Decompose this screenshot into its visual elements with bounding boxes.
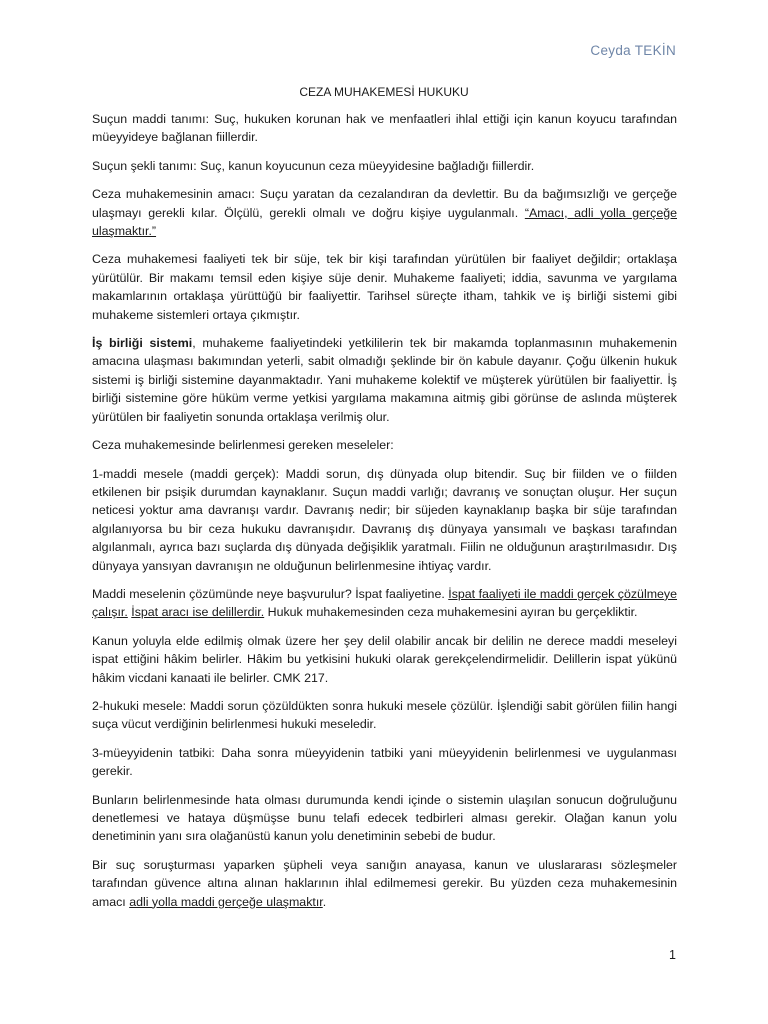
paragraph	[92, 697, 677, 734]
paragraph	[92, 436, 677, 454]
text-run: , muhakeme faaliyetindeki yetkililerin tek bir makamda toplanmasının muhakemenin amacına ulaşması bakımından yeterli, sabit olmadığı şeklinde bir ön kabule dayanır. Çoğu ülkenin hukuk sistemi iş birliği sistemine dayanmaktadır. Yani muhakeme kolektif ve müşterek yürütülen bir faaliyettir. İş birliği sistemine göre hüküm verme yetkisi yargılama makamına aitmiş gibi görünse de aslında müşterek yürütülen bir faaliyetin sonunda ortaklaşa verilmiş olur.	[92, 336, 677, 424]
text-run: 3-müeyyidenin tatbiki: Daha sonra müeyyidenin tatbiki yani müeyyidenin belirlenmesi ve uygulanması gerekir.	[92, 745, 677, 779]
page-number: 1	[669, 948, 676, 962]
text-run: Bunların belirlenmesinde hata olması durumunda kendi içinde o sistemin ulaşılan sonucun doğruluğunu denetlemesi ve hataya düşmüşse bunu telafi edecek tedbirleri alması gerekir. Olağan kanun yolu denetiminin yanı sıra olağanüstü kanun yolu denetiminin sebebi de budur.	[92, 792, 677, 844]
paragraph	[92, 632, 677, 687]
paragraph	[92, 744, 677, 781]
paragraph	[92, 110, 677, 147]
bold-text: İş birliği sistemi	[92, 336, 193, 351]
paragraph	[92, 465, 677, 575]
text-run: 2-hukuki mesele: Maddi sorun çözüldükten sonra hukuki mesele çözülür. İşlendiği sabit görülen fiilin hangi suça vücut verdiğinin belirlenmesi hukuki meseledir.	[92, 698, 677, 732]
text-run: Ceza muhakemesi faaliyeti tek bir süje, tek bir kişi tarafından yürütülen bir faaliyet değildir; ortaklaşa yürütülür. Bir makamı temsil eden kişiye süje denir. Muhakeme faaliyeti; iddia, savunma ve yargılama makamlarının ortaklaşa yürüttüğü bir faaliyettir. Tarihsel süreçte itham, tahkik ve iş birliği sistemi gibi muhakeme sistemleri ortaya çıkmıştır.	[92, 252, 677, 322]
paragraph	[92, 585, 677, 622]
document-body	[92, 110, 677, 921]
paragraph	[92, 856, 677, 911]
underlined-text: adli yolla maddi gerçeğe ulaşmaktır	[129, 894, 323, 909]
text-run: Maddi meselenin çözümünde neye başvurulur? İspat faaliyetine.	[92, 586, 449, 601]
text-run: Bir suç soruşturması yaparken şüpheli veya sanığın anayasa, kanun ve uluslararası sözleşmeler tarafından güvence altına alınan haklarının ihlal edilmemesi gerekir. Bu yüzden ceza muhakemesinin amacı	[92, 857, 677, 909]
text-run: 1-maddi mesele (maddi gerçek): Maddi sorun, dış dünyada olup bitendir. Suç bir fiilden ve o fiilden etkilenen bir psişik durumdan kaynaklanır. Suçun maddi varlığı; davranış ve sonuçtan oluşur. Her suçun neticesi yoktur ama davranışı vardır. Davranış nedir; bir süjeden kaynaklanıp başka bir süje tarafından algılanıyorsa bu bir ceza hukuku davranışıdır. Davranış dış dünyaya yansımalı ve başkası tarafından algılanmalı, ayrıca bazı suçlarda dış dünyada değişiklik yaratmalı. Fiilin ne olduğunun araştırılmasıdır. Dış dünyaya yansıyan davranışın ne olduğunun belirlenmesine ihtiyaç vardır.	[92, 466, 677, 573]
text-run: Suçun şekli tanımı: Suç, kanun koyucunun ceza müeyyidesine bağladığı fiillerdir.	[92, 158, 535, 173]
text-run: Kanun yoluyla elde edilmiş olmak üzere her şey delil olabilir ancak bir delilin ne derece maddi meseleyi ispat ettiğini hâkim belirler. Hâkim bu yetkisini hukuki olarak gerekçelendirmelidir. Delillerin ispat yükünü hâkim vicdani kanaati ile belirler. CMK 217.	[92, 633, 677, 685]
paragraph	[92, 157, 677, 175]
paragraph	[92, 334, 677, 426]
document-title: CEZA MUHAKEMESİ HUKUKU	[299, 85, 469, 99]
author-name: Ceyda TEKİN	[590, 43, 676, 58]
text-run: .	[322, 894, 327, 909]
underlined-text: “Amacı, adli yolla gerçeğe ulaşmaktır.”	[92, 205, 677, 239]
paragraph	[92, 791, 677, 846]
underlined-text: İspat faaliyeti ile maddi gerçek çözülmeye çalışır.	[92, 586, 678, 620]
text-run: Suçun maddi tanımı: Suç, hukuken korunan hak ve menfaatleri ihlal ettiği için kanun koyucu tarafından müeyyideye bağlanan fiillerdir.	[92, 112, 677, 145]
paragraph	[92, 250, 677, 324]
underlined-text: İspat aracı ise delillerdir.	[131, 605, 265, 620]
text-run: Ceza muhakemesinde belirlenmesi gereken meseleler:	[92, 438, 394, 453]
paragraph	[92, 185, 677, 240]
text-run: Hukuk muhakemesinden ceza muhakemesini ayıran bu gerçekliktir.	[264, 605, 638, 620]
text-run: Ceza muhakemesinin amacı: Suçu yaratan da cezalandıran da devlettir. Bu da bağımsızlığı ve gerçeğe ulaşmayı gerekli kılar. Ölçülü, gerekli olmalı ve doğru kişiye uygulanmalı.	[92, 187, 677, 220]
